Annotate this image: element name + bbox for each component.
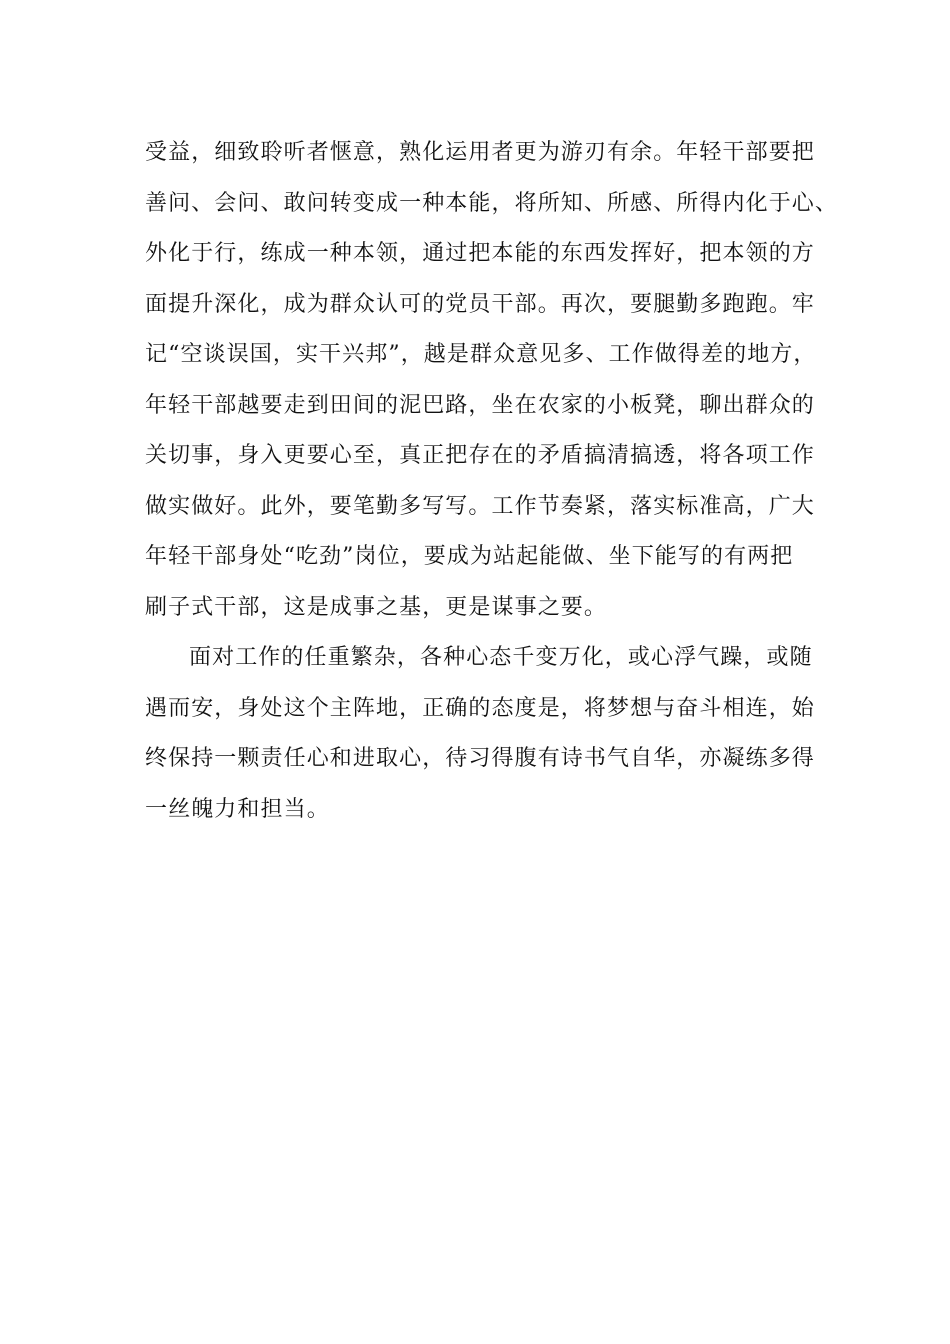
text-line: 记“空谈误国，实干兴邦”，越是群众意见多、工作做得差的地方，: [145, 342, 817, 367]
text-line: 年轻干部越要走到田间的泥巴路，坐在农家的小板凳，聊出群众的: [145, 392, 815, 418]
text-line: 受益，细致聆听者惬意，熟化运用者更为游刃有余。年轻干部要把: [145, 140, 815, 165]
paragraph-2: [145, 633, 815, 835]
text-line: 遇而安，身处这个主阵地，正确的态度是，将梦想与奋斗相连，始: [145, 695, 815, 721]
text-line: 年轻干部身处“吃劲”岗位，要成为站起能做、坐下能写的有两把: [145, 544, 794, 569]
text-line: 做实做好。此外，要笔勤多写写。工作节奏紧，落实标准高，广大: [145, 493, 815, 519]
paragraph-1: [145, 128, 839, 633]
text-line: 面对工作的任重繁杂，各种心态千变万化，或心浮气躁，或随: [189, 645, 813, 670]
text-line: 关切事，身入更要心至，真正把存在的矛盾搞清搞透，将各项工作: [145, 443, 815, 468]
text-line: 面提升深化，成为群众认可的党员干部。再次，要腿勤多跑跑。牢: [145, 291, 815, 317]
text-line: 善问、会问、敢问转变成一种本能，将所知、所感、所得内化于心、: [145, 190, 839, 216]
text-line: 一丝魄力和担当。: [145, 796, 330, 822]
body-text: [145, 128, 839, 835]
text-line: 刷子式干部，这是成事之基，更是谋事之要。: [145, 594, 608, 620]
text-line: 终保持一颗责任心和进取心，待习得腹有诗书气自华，亦凝练多得: [145, 746, 815, 771]
text-line: 外化于行，练成一种本领，通过把本能的东西发挥好，把本领的方: [145, 241, 815, 266]
